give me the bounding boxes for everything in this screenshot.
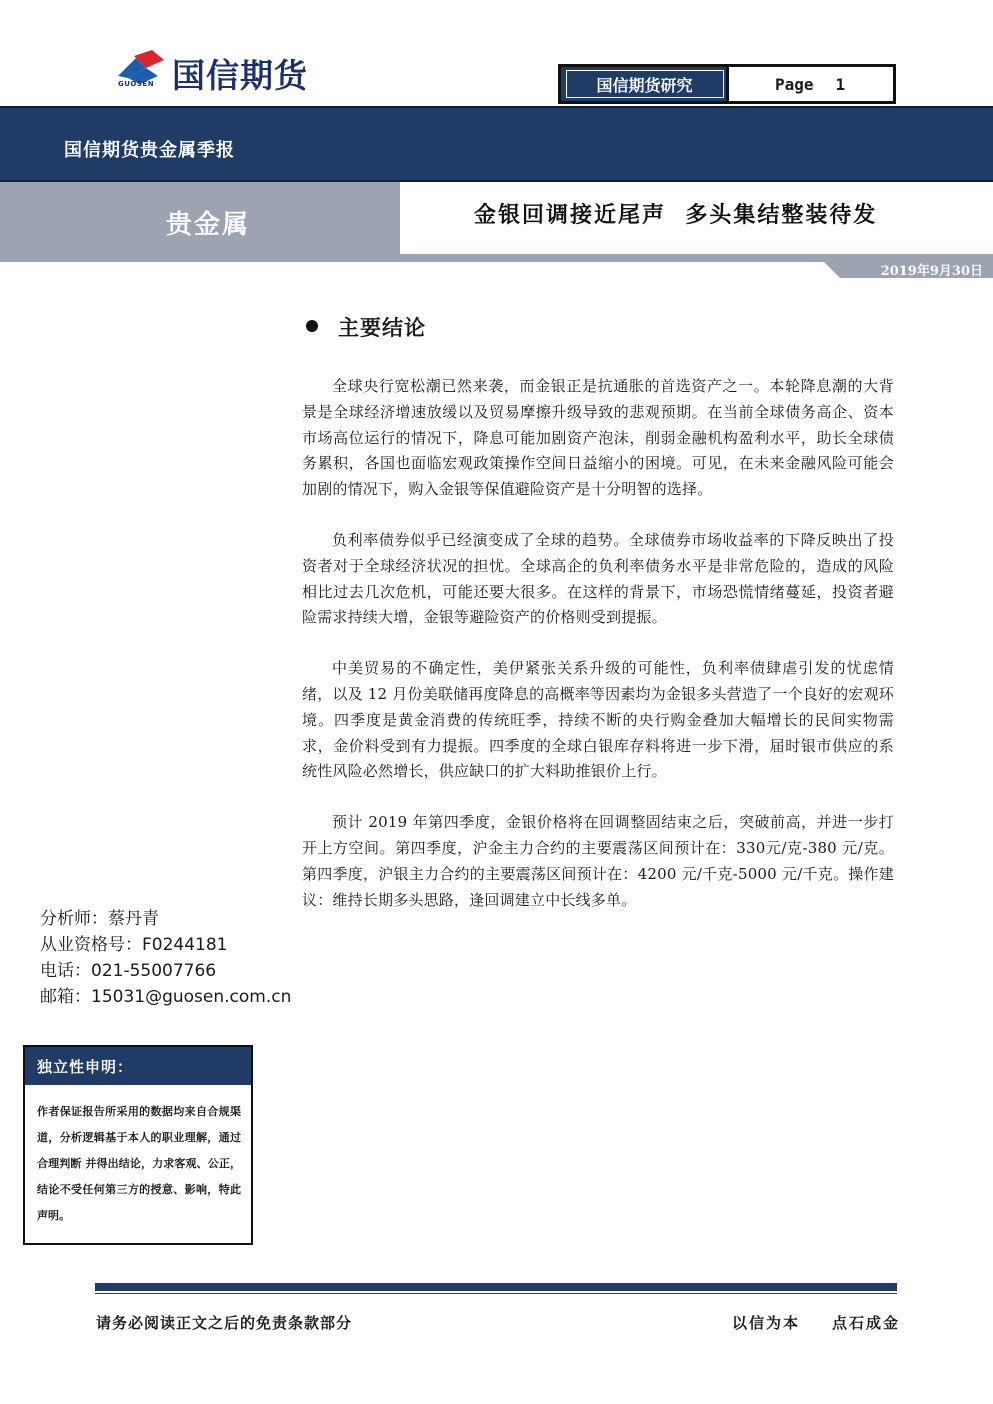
research-label: 国信期货研究 [566, 70, 724, 98]
page-indicator [726, 64, 896, 104]
report-headline: 金银回调接近尾声 多头集结整装待发 [474, 202, 878, 228]
report-type: 国信期货贵金属季报 [64, 140, 235, 161]
paragraph: 预计 2019 年第四季度，金银价格将在回调整固结束之后，突破前高，并进一步打开上方空间。第四季度，沪金主力合约的主要震荡区间预计在：330元/克-380 元/克。第四季度，沪银主力合约的主要震荡区间预计在：4200 元/千克-5000 元/千克。操作建议：维持长期多头思路，逢回调建立中长线多单。 [302, 813, 894, 909]
paragraph: 全球央行宽松潮已然来袭，而金银正是抗通胀的首选资产之一。本轮降息潮的大背景是全球经济增速放缓以及贸易摩擦升级导致的悲观预期。在当前全球债务高企、资本市场高位运行的情况下，降息可能加剧资产泡沫，削弱金融机构盈利水平，助长全球债务累积，各国也面临宏观政策操作空间日益缩小的困境。可见，在未来金融风险可能会加剧的情况下，购入金银等保值避险资产是十分明智的选择。 [302, 377, 894, 499]
section-title: 主要结论 [338, 315, 426, 340]
analyst-email: 邮箱：15031@guosen.com.cn [40, 987, 292, 1007]
footer-disclaimer: 请务必阅读正文之后的免责条款部分 [96, 1314, 353, 1332]
report-date: 2019年9月30日 [880, 264, 983, 279]
paragraph: 负利率债券似乎已经演变成了全球的趋势。全球债券市场收益率的下降反映出了投资者对于全球经济状况的担忧。全球高企的负利率债务水平是非常危险的，造成的风险相比过去几次危机，可能还要大很多。在这样的背景下，市场恐慌情绪蔓延，投资者避险需求持续大增，金银等避险资产的价格则受到提振。 [302, 530, 894, 627]
conclusion-body [302, 374, 894, 938]
research-label-box [558, 64, 728, 104]
guosen-logo-icon [112, 46, 168, 96]
brand-sub: GUOSEN [118, 80, 155, 88]
motto-1: 以信为本 [731, 1314, 800, 1332]
page-number: 1 [835, 74, 846, 94]
bullet-icon [306, 320, 318, 332]
motto-2: 点石成金 [831, 1314, 900, 1332]
analyst-name: 分析师：蔡丹青 [40, 909, 159, 929]
page-label: Page [775, 74, 814, 94]
analyst-info [40, 906, 290, 1010]
category-title: 贵金属 [166, 210, 251, 240]
declaration-body: 作者保证报告所采用的数据均来自合规渠道，分析逻辑基于本人的职业理解，通过合理判断 并得出结论，力求客观、公正，结论不受任何第三方的授意、影响，特此声明。 [37, 1105, 241, 1222]
brand-name: 国信期货 [172, 56, 308, 95]
footer-rule [95, 1283, 897, 1291]
analyst-license: 从业资格号：F0244181 [40, 935, 228, 955]
paragraph: 中美贸易的不确定性，美伊紧张关系升级的可能性，负利率债肆虐引发的忧虑情绪，以及 12 月份美联储再度降息的高概率等因素均为金银多头营造了一个良好的宏观环境。四季度是黄金消费的传统旺季，持续不断的央行购金叠加大幅增长的民间实物需求，金价料受到有力提振。四季度的全球白银库存料将进一步下滑，届时银市供应的系统性风险必然增长，供应缺口的扩大料助推银价上行。 [302, 659, 894, 781]
analyst-phone: 电话：021-55007766 [40, 961, 217, 981]
independence-declaration [23, 1045, 253, 1245]
footer-rule-thin [95, 1293, 897, 1294]
declaration-title: 独立性申明： [25, 1047, 251, 1085]
company-logo [112, 46, 352, 96]
footer-motto [732, 1312, 900, 1333]
